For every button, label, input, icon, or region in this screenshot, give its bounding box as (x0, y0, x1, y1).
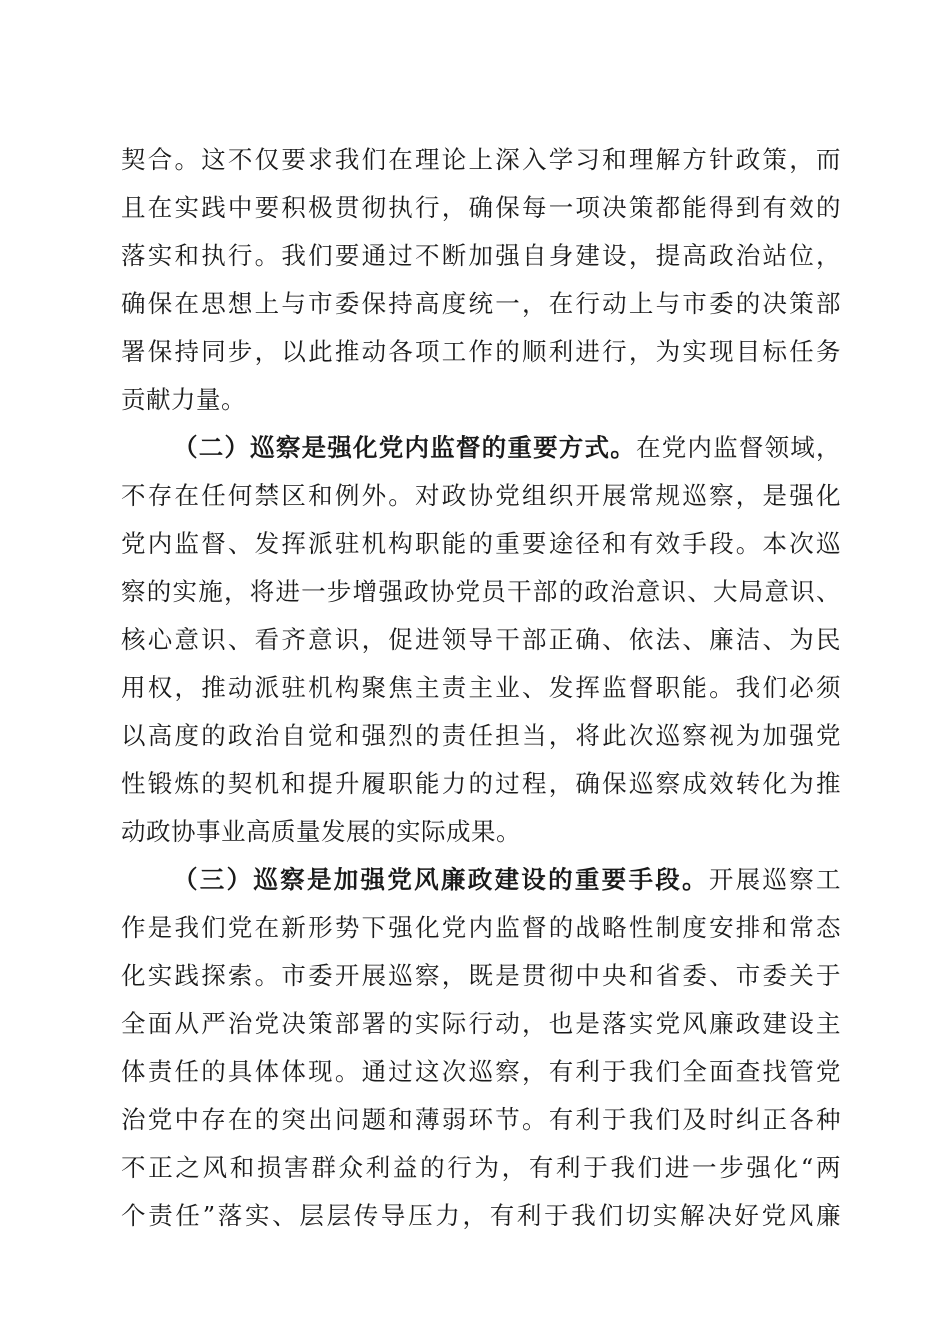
p3-line-3: 化实践探索。市委开展巡察，既是贯彻中央和省委、市委关于 (121, 961, 841, 990)
p3-first-line (173, 860, 841, 900)
p1-line-1: 契合。这不仅要求我们在理论上深入学习和理解方针政策，而 (121, 145, 841, 174)
p1-line-6: 贡献力量。 (121, 385, 246, 414)
p3-line-5: 体责任的具体体现。通过这次巡察，有利于我们全面查找管党 (121, 1057, 841, 1086)
p2-line-5: 核心意识、看齐意识，促进领导干部正确、依法、廉洁、为民 (121, 625, 841, 654)
p1-line-4: 确保在思想上与市委保持高度统一，在行动上与市委的决策部 (121, 289, 841, 318)
p2-heading: （二）巡察是强化党内监督的重要方式。 (173, 433, 636, 462)
p2-first-line (173, 428, 841, 468)
p3-line-7: 不正之风和损害群众利益的行为，有利于我们进一步强化“两 (121, 1153, 841, 1182)
p1-line-3: 落实和执行。我们要通过不断加强自身建设，提高政治站位， (121, 241, 841, 270)
p3-line-8: 个责任”落实、层层传导压力，有利于我们切实解决好党风廉 (121, 1201, 841, 1230)
p3-heading: （三）巡察是加强党风廉政建设的重要手段。 (173, 865, 709, 894)
p2-first-line-rest: 在党内监督领域， (635, 433, 842, 462)
p1-line-2: 且在实践中要积极贯彻执行，确保每一项决策都能得到有效的 (121, 193, 841, 222)
p3-first-line-rest: 开展巡察工 (708, 865, 842, 894)
p3-line-2: 作是我们党在新形势下强化党内监督的战略性制度安排和常态 (121, 913, 841, 942)
p2-line-8: 性锻炼的契机和提升履职能力的过程，确保巡察成效转化为推 (121, 769, 841, 798)
p3-line-6: 治党中存在的突出问题和薄弱环节。有利于我们及时纠正各种 (121, 1105, 841, 1134)
p2-line-7: 以高度的政治自觉和强烈的责任担当，将此次巡察视为加强党 (121, 721, 841, 750)
p2-line-3: 党内监督、发挥派驻机构职能的重要途径和有效手段。本次巡 (121, 529, 841, 558)
p2-line-6: 用权，推动派驻机构聚焦主责主业、发挥监督职能。我们必须 (121, 673, 841, 702)
p2-line-2: 不存在任何禁区和例外。对政协党组织开展常规巡察，是强化 (121, 481, 841, 510)
p1-line-5: 署保持同步，以此推动各项工作的顺利进行，为实现目标任务 (121, 337, 841, 366)
p2-line-4: 察的实施，将进一步增强政协党员干部的政治意识、大局意识、 (121, 577, 841, 606)
p2-line-9: 动政协事业高质量发展的实际成果。 (121, 817, 521, 846)
p3-line-4: 全面从严治党决策部署的实际行动，也是落实党风廉政建设主 (121, 1009, 841, 1038)
